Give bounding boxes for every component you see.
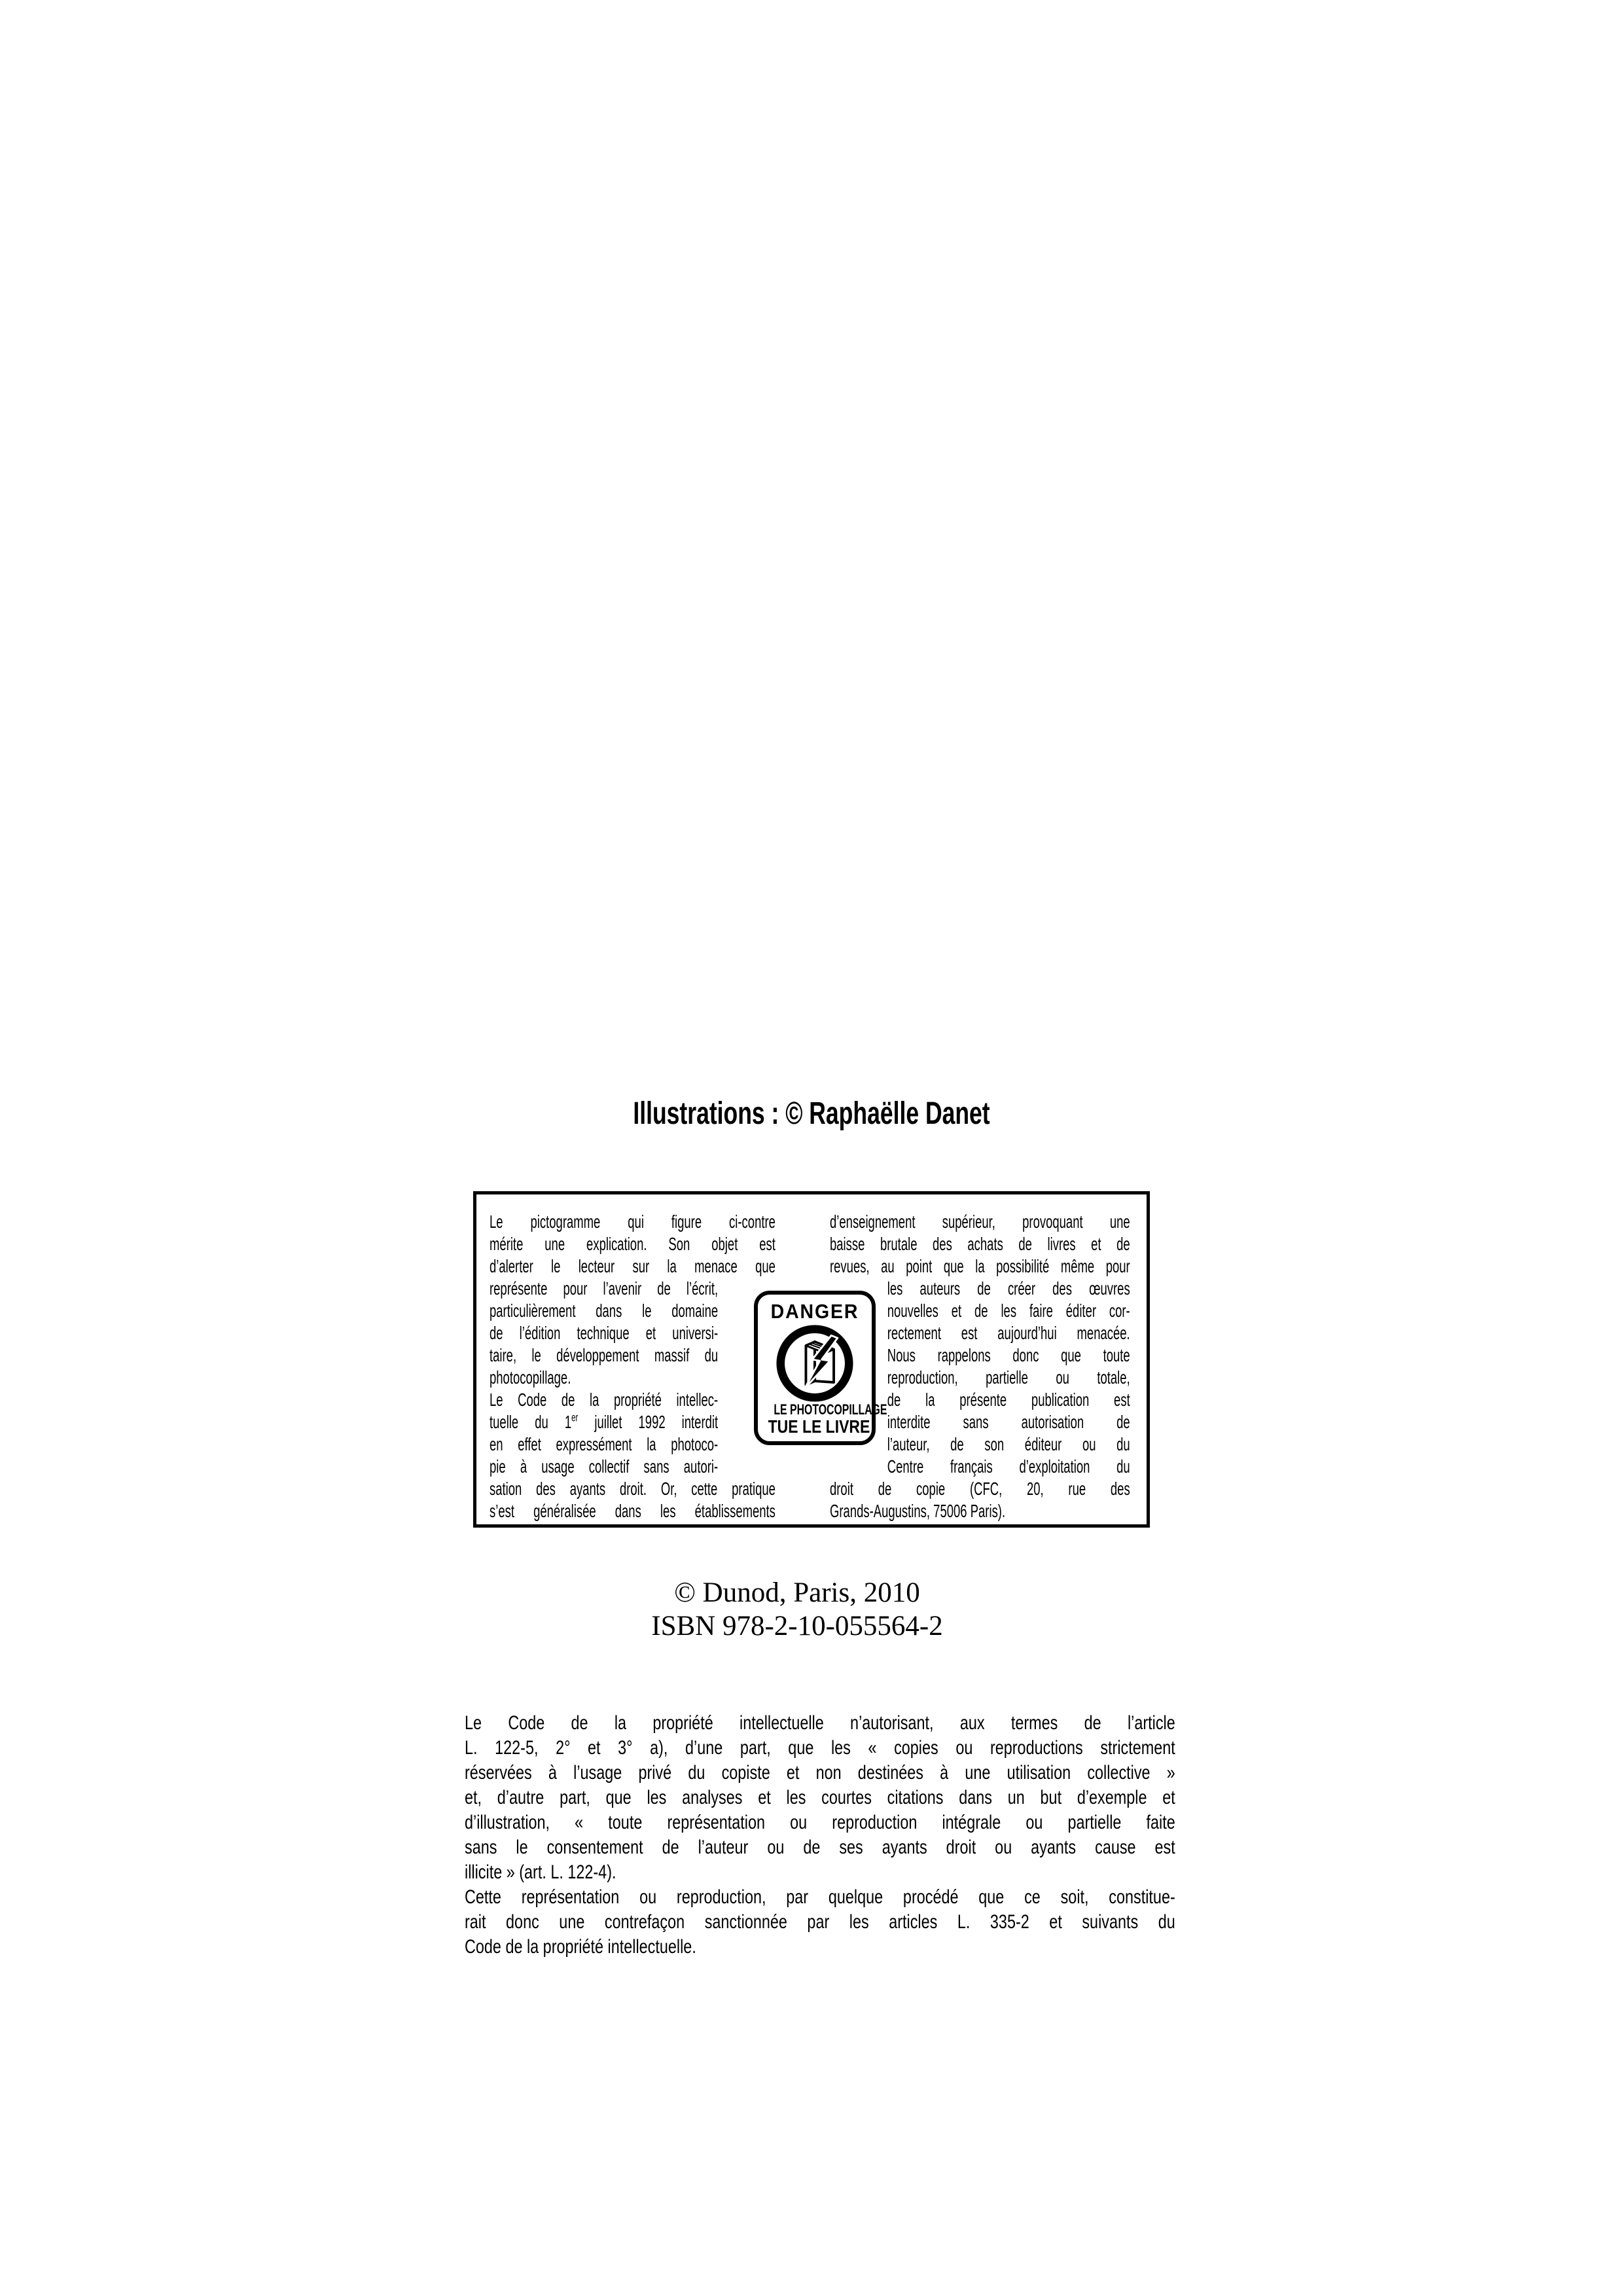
text-line: pie à usage collectif sans autori- — [490, 1456, 719, 1477]
text-line: particulièrement dans le domaine — [490, 1300, 719, 1321]
copyright-block — [0, 1576, 1609, 1643]
text-line: revues, au point que la possibilité même pour — [830, 1256, 1130, 1276]
text-line: de l’édition technique et universi- — [490, 1323, 719, 1343]
text-line: nouvelles et de les faire éditer cor- — [887, 1300, 1130, 1321]
text-line: reproduction, partielle ou totale, — [887, 1367, 1130, 1388]
text-line: tuelle du 1er juillet 1992 interdit — [490, 1410, 719, 1432]
text-line: Le Code de la propriété intellectuelle n’autorisant, aux termes de l’article — [465, 1712, 1175, 1734]
logo-caption-line2: TUE LE LIVRE — [768, 1416, 870, 1437]
text-line: interdite sans autorisation de — [887, 1412, 1130, 1432]
text-line: baisse brutale des achats de livres et de — [830, 1234, 1130, 1254]
text-line: s’est généralisée dans les établissements — [490, 1501, 776, 1521]
text-line: en effet expressément la photoco- — [490, 1434, 719, 1454]
text-line: Nous rappelons donc que toute — [887, 1345, 1130, 1365]
text-line: L. 122-5, 2° et 3° a), d’une part, que les « copies ou reproductions strictement — [465, 1737, 1175, 1759]
text-line: et, d’autre part, que les analyses et les courtes citations dans un but d’exemple et — [465, 1787, 1175, 1808]
text-line: les auteurs de créer des œuvres — [887, 1278, 1130, 1299]
text-line: d’enseignement supérieur, provoquant une — [830, 1211, 1130, 1232]
text-line: droit de copie (CFC, 20, rue des — [830, 1479, 1130, 1499]
copyright-line: © Dunod, Paris, 2010 — [674, 1577, 920, 1608]
text-line: illicite » (art. L. 122-4). — [465, 1861, 616, 1883]
text-line: d’illustration, « toute représentation ou reproduction intégrale ou partielle faite — [465, 1812, 1175, 1833]
text-line: sans le consentement de l’auteur ou de ses ayants droit ou ayants cause est — [465, 1837, 1175, 1858]
text-line: représente pour l’avenir de l’écrit, — [490, 1278, 719, 1299]
text-line: Grands-Augustins, 75006 Paris). — [830, 1501, 1006, 1521]
text-line: taire, le développement massif du — [490, 1345, 719, 1365]
text-line: Centre français d’exploitation du — [887, 1456, 1130, 1477]
danger-photocopy-logo — [754, 1291, 887, 1445]
text-line: d’alerter le lecteur sur la menace que — [490, 1256, 776, 1276]
book-lightning-icon — [776, 1324, 854, 1403]
logo-caption-line1: LE PHOTOCOPILLAGE — [774, 1401, 887, 1418]
text-line: sation des ayants droit. Or, cette pratique — [490, 1479, 776, 1499]
text-line: Le pictogramme qui figure ci-contre — [490, 1211, 776, 1232]
photocopy-notice-box — [473, 1191, 1150, 1528]
text-line: Cette représentation ou reproduction, par quelque procédé que ce soit, constitue- — [465, 1886, 1175, 1908]
isbn-line: ISBN 978-2-10-055564-2 — [651, 1611, 943, 1641]
text-line: mérite une explication. Son objet est — [490, 1234, 776, 1254]
text-line: Code de la propriété intellectuelle. — [465, 1936, 696, 1958]
text-line: Le Code de la propriété intellec- — [490, 1390, 719, 1410]
text-line: réservées à l’usage privé du copiste et non destinées à une utilisation collective » — [465, 1762, 1175, 1784]
text-line: photocopillage. — [490, 1367, 571, 1388]
text-line: de la présente publication est — [887, 1390, 1130, 1410]
page-title: Illustrations : © Raphaëlle Danet — [633, 1096, 990, 1131]
danger-label: DANGER — [770, 1300, 859, 1323]
notice-left-column — [490, 1211, 776, 1522]
legal-paragraph — [465, 1711, 1175, 1960]
text-line: rectement est aujourd’hui menacée. — [887, 1323, 1130, 1343]
text-line: l’auteur, de son éditeur ou du — [887, 1434, 1130, 1454]
text-line: rait donc une contrefaçon sanctionnée par les articles L. 335-2 et suivants du — [465, 1911, 1175, 1933]
